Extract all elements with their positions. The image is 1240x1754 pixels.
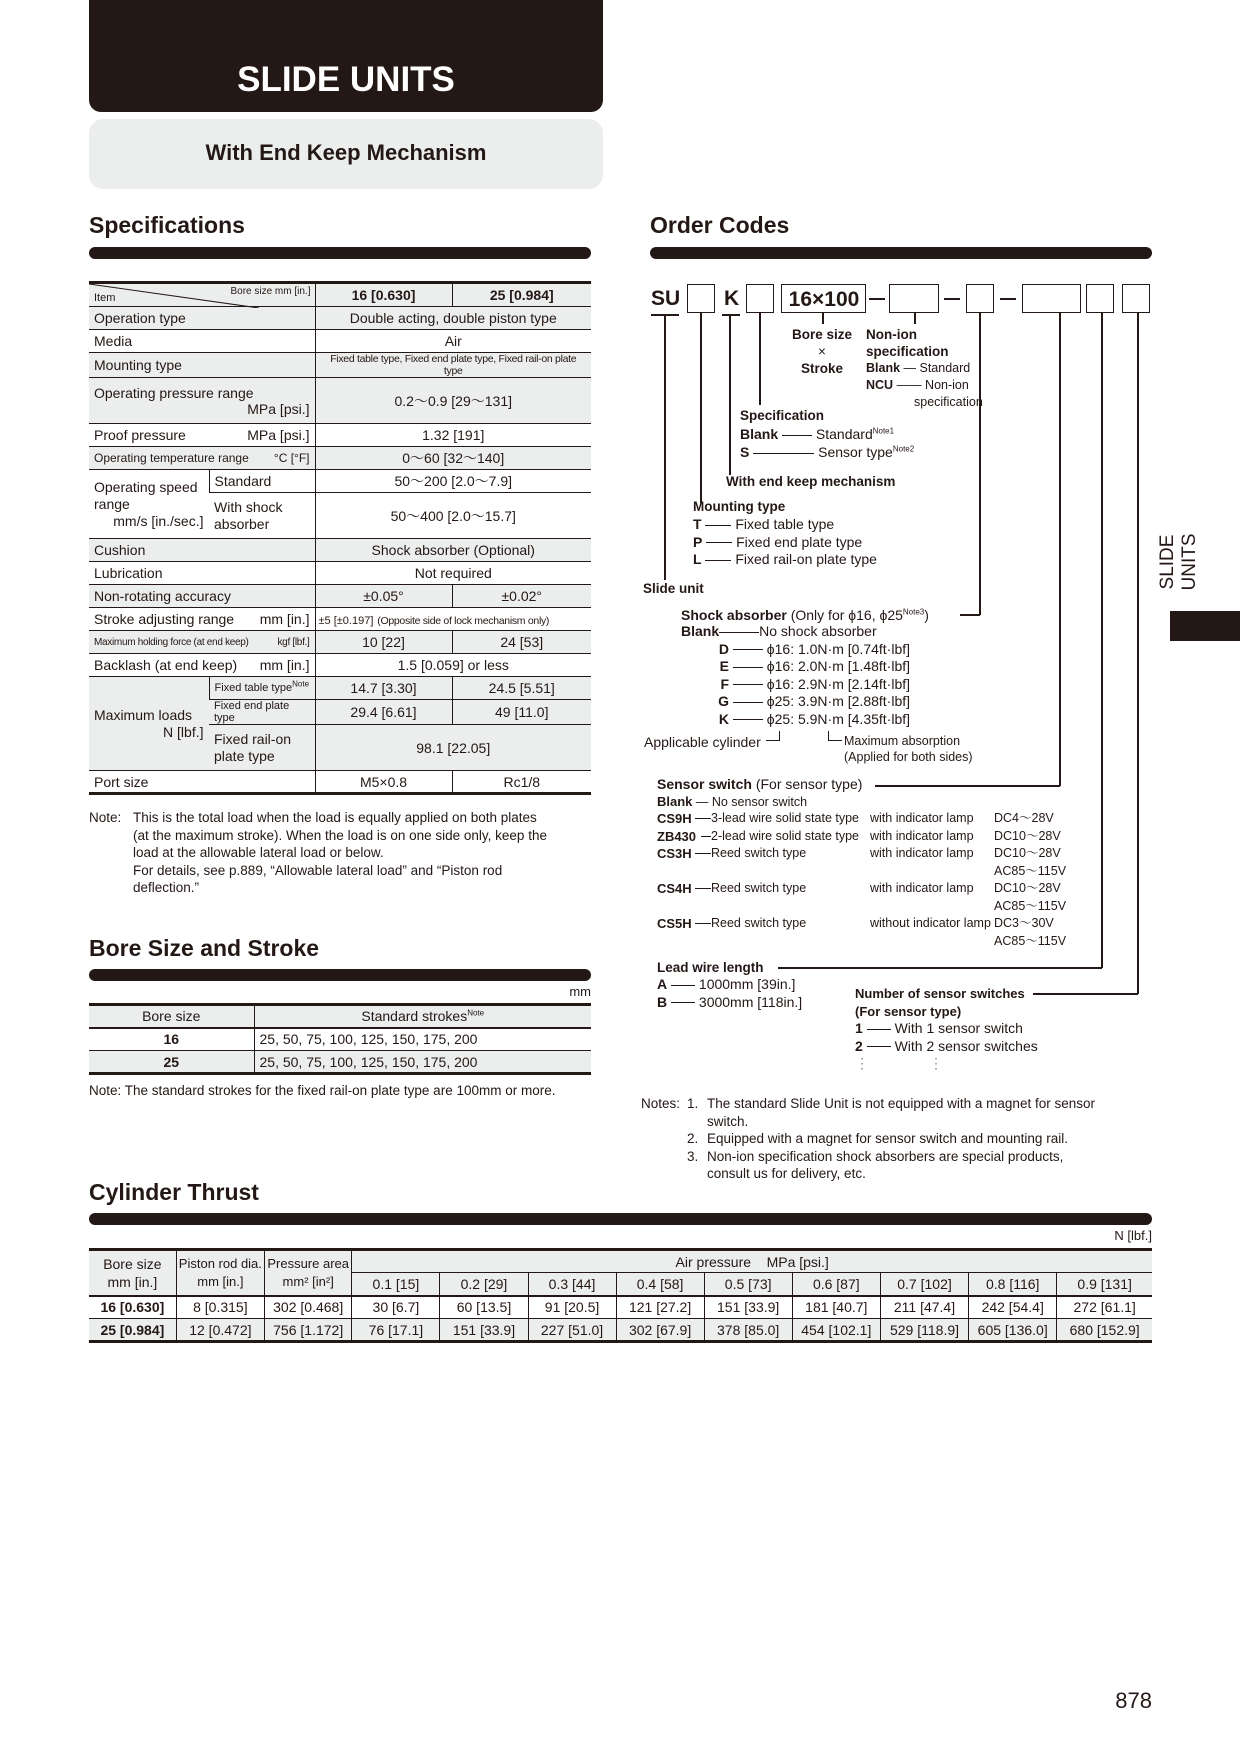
thrust-cell: 680 [152.9] — [1057, 1319, 1152, 1342]
code-size: 16×100 — [788, 288, 860, 311]
option-code: CS3H — [657, 846, 692, 861]
pressure-header-cell: 0.6 [87] — [792, 1273, 880, 1296]
table-row — [89, 1296, 1152, 1319]
cylinder-thrust-table — [89, 1248, 1152, 1343]
row-value-16: 10 [22] — [315, 631, 452, 654]
specification-options — [740, 425, 914, 461]
pressure-header-cell: 0.5 [73] — [704, 1273, 792, 1296]
sub-label: Standard — [209, 470, 315, 493]
label-text: With shock — [214, 498, 283, 515]
note-number: 1. — [687, 1096, 699, 1111]
shock-absorber-title — [681, 607, 929, 623]
underline — [722, 314, 740, 316]
table-header-row — [89, 1250, 1152, 1273]
pressure-header-cell: 0.2 [29] — [440, 1273, 528, 1296]
option-code: B — [657, 993, 668, 1010]
option-label: Sensor type — [818, 444, 893, 460]
title-text: Sensor switch — [657, 776, 752, 792]
dash — [1000, 298, 1016, 300]
label-text: plate type — [214, 747, 275, 764]
option-code: Blank — [657, 794, 693, 809]
option-code: F — [720, 675, 729, 692]
specifications-heading: Specifications — [89, 212, 245, 238]
row-label: Non-rotating accuracy — [89, 585, 315, 608]
option-label: ϕ25: 3.9N·m [2.88ft·lbf] — [766, 693, 911, 709]
option-code: P — [693, 533, 703, 550]
note-line: consult us for delivery, etc. — [707, 1166, 866, 1181]
option-code: ZB430 — [657, 828, 697, 844]
applicable-cylinder-label: Applicable cylinder — [644, 734, 761, 750]
dash — [869, 298, 885, 300]
leader-line — [729, 315, 731, 475]
option-voltage: DC10～28V — [994, 881, 1061, 895]
label-text: Stroke — [800, 361, 844, 376]
page-number: 878 — [1115, 1688, 1152, 1713]
pressure-header-cell: 0.4 [58] — [616, 1273, 704, 1296]
lead-wire-options — [657, 976, 802, 1011]
option-voltage: DC10～28V — [994, 846, 1061, 860]
option-voltage: DC4～28V — [994, 811, 1054, 825]
notes-label: Notes: — [641, 1096, 681, 1111]
option-code: CS9H — [657, 811, 692, 826]
row-value: 50～200 [2.0～7.9] — [315, 470, 591, 493]
note-line: The standard Slide Unit is not equipped with a magnet for sensor — [707, 1096, 1095, 1111]
page-subtitle: With End Keep Mechanism — [205, 140, 487, 165]
row-value: 1.5 [0.059] or less — [315, 654, 591, 677]
option-label: specification — [914, 395, 983, 409]
option-label: ϕ25: 5.9N·m [4.35ft·lbf] — [766, 710, 911, 727]
sensor-option — [657, 845, 1077, 880]
unit-label: mm — [569, 984, 591, 999]
option-label: Fixed end plate type — [736, 533, 863, 550]
thrust-cell: 272 [61.1] — [1057, 1296, 1152, 1319]
table-row — [89, 1319, 1152, 1342]
row-value-16: M5×0.8 — [315, 771, 452, 794]
note-number: 3. — [687, 1148, 699, 1164]
non-ion-options: Blank — Standard NCU —— Non-ion specification — [866, 361, 983, 409]
end-keep-label: With end keep mechanism — [726, 474, 896, 489]
sensor-switch-blank: Blank — No sensor switch — [657, 794, 808, 809]
note-item — [687, 1148, 1157, 1183]
sensor-option — [657, 915, 1077, 950]
row-value-16: 14.7 [3.30] — [315, 677, 452, 700]
title-note: (Only for ϕ16, ϕ25 — [790, 607, 903, 623]
label-text: Operating temperature range — [94, 451, 249, 465]
bore-stroke-heading: Bore Size and Stroke — [89, 935, 320, 961]
note-line: (at the maximum stroke). When the load is on one side only, keep the — [133, 827, 547, 843]
row-value: Double acting, double piston type — [315, 307, 591, 330]
leader-line — [822, 313, 824, 324]
shock-absorber-options — [681, 623, 910, 728]
unit-text: mm [in.] — [259, 657, 310, 673]
option-label: ϕ16: 2.0N·m [1.48ft·lbf] — [766, 658, 911, 674]
section-bar — [89, 1213, 1152, 1225]
leader-line — [700, 313, 702, 503]
unit-text: MPa [psi.] — [247, 427, 310, 443]
bore-cell: 16 [0.630] — [89, 1296, 176, 1319]
order-codes-notes — [687, 1095, 1157, 1183]
row-value-25: 24.5 [5.51] — [452, 677, 591, 700]
leader-line — [759, 313, 761, 405]
note-sup: Note — [292, 679, 310, 689]
thrust-cell: 121 [27.2] — [616, 1296, 704, 1319]
row-value: 98.1 [22.05] — [315, 725, 591, 771]
thrust-cell: 529 [118.9] — [880, 1319, 968, 1342]
row-value: Shock absorber (Optional) — [315, 539, 591, 562]
note-sup: Note2 — [892, 444, 915, 454]
leader-line — [960, 614, 980, 616]
row-value-25: ±0.02° — [452, 585, 591, 608]
bore-stroke-label — [784, 326, 860, 377]
bracket-line — [766, 731, 780, 741]
area-cell: 302 [0.468] — [264, 1296, 351, 1319]
value-note: (Opposite side of lock mechanism only) — [377, 615, 550, 627]
unit-text: mm [in.] — [259, 611, 310, 627]
option-code: Blank — [740, 426, 779, 442]
code-box-specification — [746, 284, 774, 313]
option-voltage: DC3～30V — [994, 916, 1054, 930]
pressure-header-cell: 0.7 [102] — [880, 1273, 968, 1296]
option-lamp: without indicator lamp — [870, 916, 991, 930]
label-text: Operating pressure range — [94, 384, 254, 401]
label-text: Fixed rail-on — [214, 730, 292, 747]
note-line: Non-ion specification shock absorbers are special products, — [707, 1148, 1064, 1164]
option-code: L — [693, 551, 702, 567]
option-voltage: AC85～115V — [994, 933, 1067, 948]
code-box-shock — [966, 284, 994, 313]
option-voltage: AC85～115V — [994, 898, 1067, 913]
option-code: Blank — [681, 623, 720, 639]
row-value: Air — [315, 330, 591, 353]
row-label: Operation type — [89, 307, 315, 330]
note-sup: Note1 — [872, 426, 895, 436]
rod-header — [176, 1250, 264, 1296]
option-code: S — [740, 444, 750, 460]
code-box-lead — [1086, 284, 1114, 313]
option-label: 3000mm [118in.] — [698, 993, 803, 1010]
header-text: mm² [in²] — [282, 1273, 334, 1289]
label-text: Maximum absorption — [844, 734, 961, 748]
strokes-cell: 25, 50, 75, 100, 125, 150, 175, 200 — [254, 1028, 591, 1051]
mounting-title: Mounting type — [693, 499, 786, 514]
option-label: ϕ16: 2.9N·m [2.14ft·lbf] — [766, 675, 911, 692]
code-box-sensor — [1022, 284, 1081, 313]
col-16-header: 16 [0.630] — [315, 283, 452, 307]
leader-line — [875, 785, 1060, 787]
thrust-cell: 227 [51.0] — [528, 1319, 616, 1342]
label-text: Bore size — [791, 327, 853, 342]
option-code: CS4H — [657, 881, 692, 896]
shock-option — [681, 693, 910, 711]
header-text: Bore size — [103, 1255, 162, 1272]
row-value-25: 49 [11.0] — [452, 700, 591, 725]
option-code: 2 — [855, 1037, 863, 1054]
ellipsis: ⋮ — [855, 1055, 869, 1071]
type-text: Reed switch type — [711, 916, 807, 930]
option-label: No sensor switch — [711, 795, 808, 809]
thrust-cell: 378 [85.0] — [704, 1319, 792, 1342]
row-label: Lubrication — [89, 562, 315, 585]
option-code: 1 — [855, 1020, 863, 1036]
option-code: D — [718, 640, 729, 657]
bore-cell: 25 [0.984] — [89, 1319, 176, 1342]
header-text: Piston rod dia. — [178, 1255, 262, 1271]
sensor-option — [657, 880, 1077, 915]
thrust-cell: 76 [17.1] — [352, 1319, 440, 1342]
label-text: Backlash (at end keep) — [94, 657, 238, 673]
num-sensors-options — [855, 1020, 1038, 1073]
label-text: Stroke adjusting range — [94, 611, 235, 627]
option-label: Fixed table type — [735, 516, 835, 532]
option-lamp: with indicator lamp — [870, 881, 974, 895]
times-sign: × — [818, 344, 826, 359]
bore-size-label: Bore size mm [in.] — [230, 286, 311, 297]
option-label: Fixed rail-on plate type — [735, 551, 877, 567]
side-tab-label: SLIDE UNITS — [1157, 533, 1200, 591]
bracket-line — [828, 731, 842, 741]
label-text: Non-ion — [866, 327, 917, 342]
row-value: 0～60 [32～140] — [315, 447, 591, 470]
row-value-16: ±0.05° — [315, 585, 452, 608]
thrust-cell: 302 [67.9] — [616, 1319, 704, 1342]
non-ion-title — [866, 326, 949, 360]
note-line: deflection.” — [133, 880, 200, 895]
page-title: SLIDE UNITS — [237, 60, 455, 99]
row-value: Not required — [315, 562, 591, 585]
note-line: For details, see p.889, “Allowable lateral load” and “Piston rod — [133, 862, 503, 878]
bore-header — [89, 1250, 176, 1296]
unit-text: MPa [psi.] — [247, 400, 310, 417]
option-label: 1000mm [39in.] — [698, 976, 796, 992]
note-line: switch. — [707, 1113, 749, 1129]
cylinder-thrust-heading: Cylinder Thrust — [89, 1179, 259, 1205]
option-label: Non-ion — [925, 378, 969, 392]
leader-line — [1059, 313, 1061, 786]
thrust-cell: 211 [47.4] — [880, 1296, 968, 1319]
code-box-num-sensors — [1122, 284, 1150, 313]
title-text: Shock absorber — [681, 607, 787, 623]
thrust-cell: 151 [33.9] — [440, 1319, 528, 1342]
option-type — [695, 810, 859, 828]
code-su: SU — [651, 287, 681, 310]
label-text: Maximum loads — [94, 706, 193, 723]
num-sensors-subtitle: (For sensor type) — [855, 1004, 962, 1019]
label-text: Fixed table type — [214, 682, 293, 694]
option-type — [701, 828, 859, 846]
type-text: 3-lead wire solid state type — [711, 811, 859, 825]
note-item — [687, 1130, 1157, 1148]
shock-option — [681, 658, 910, 676]
title-note: (For sensor type) — [755, 776, 863, 792]
dash — [944, 298, 960, 300]
option-label: With 2 sensor switches — [894, 1037, 1038, 1054]
label-text: absorber — [214, 515, 270, 532]
row-label: Mounting type — [89, 353, 315, 378]
thrust-cell: 454 [102.1] — [792, 1319, 880, 1342]
code-box-mounting — [687, 284, 715, 313]
strokes-cell: 25, 50, 75, 100, 125, 150, 175, 200 — [254, 1051, 591, 1074]
option-label: No shock absorber — [759, 623, 877, 639]
sensor-switch-title — [657, 776, 862, 792]
header-text: mm [in.] — [197, 1273, 244, 1289]
specification-title: Specification — [740, 408, 825, 423]
pressure-header-cell: 0.3 [44] — [528, 1273, 616, 1296]
unit-text: N [lbf.] — [163, 723, 204, 740]
unit-text: mm/s [in./sec.] — [113, 512, 204, 529]
label-text: Operating speed — [94, 478, 198, 495]
sensor-option — [657, 810, 1077, 828]
bore-cell: 25 — [89, 1051, 254, 1074]
thrust-cell: 60 [13.5] — [440, 1296, 528, 1319]
option-code: K — [718, 710, 729, 727]
leader-line — [1033, 993, 1138, 995]
leader-line — [778, 967, 1102, 969]
label-text: specification — [866, 344, 949, 359]
option-type — [695, 915, 806, 933]
note-line: This is the total load when the load is equally applied on both plates — [133, 810, 537, 825]
rod-cell: 12 [0.472] — [176, 1319, 264, 1342]
option-label: Standard — [919, 361, 971, 375]
option-code: G — [718, 693, 729, 709]
note-number: 2. — [687, 1131, 699, 1146]
row-value: 0.2～0.9 [29～131] — [315, 378, 591, 424]
thrust-cell: 181 [40.7] — [792, 1296, 880, 1319]
row-value-16: 29.4 [6.61] — [315, 700, 452, 725]
col-25-header: 25 [0.984] — [452, 283, 591, 307]
option-voltage: DC10～28V — [994, 828, 1061, 843]
value-text: ±5 [±0.197] — [318, 615, 374, 627]
maximum-absorption-label — [844, 733, 973, 765]
sensor-switch-options — [657, 810, 1077, 950]
shock-option — [681, 641, 910, 659]
option-type — [695, 880, 806, 898]
option-code: NCU — [866, 378, 894, 392]
unit-label: N [lbf.] — [1114, 1228, 1152, 1243]
type-text: Reed switch type — [711, 846, 807, 860]
note-sup: Note3 — [902, 607, 925, 617]
option-label: ϕ16: 1.0N·m [0.74ft·lbf] — [766, 640, 911, 657]
row-value: 1.32 [191] — [315, 424, 591, 447]
pressure-header-cell: 0.9 [131] — [1057, 1273, 1152, 1296]
unit-text: °C [°F] — [273, 451, 310, 465]
thrust-cell: 91 [20.5] — [528, 1296, 616, 1319]
row-label: Port size — [89, 771, 315, 794]
option-type — [695, 845, 806, 863]
note-sup: Note — [467, 1008, 485, 1018]
leader-line — [914, 313, 916, 324]
label-text: Proof pressure — [94, 427, 186, 443]
shock-option — [681, 676, 910, 694]
option-code: E — [719, 658, 729, 674]
leader-line — [1137, 313, 1139, 994]
option-code: Blank — [866, 361, 901, 375]
option-lamp: with indicator lamp — [870, 828, 974, 843]
ellipsis: ⋮ — [929, 1055, 943, 1071]
pressure-header-cell: 0.8 [116] — [969, 1273, 1057, 1296]
option-lamp: with indicator lamp — [870, 846, 974, 860]
item-label: Item — [94, 292, 116, 304]
bore-cell: 16 — [89, 1028, 254, 1051]
note-label: Note: — [89, 810, 122, 825]
option-code: CS5H — [657, 916, 692, 931]
thrust-cell: 151 [33.9] — [704, 1296, 792, 1319]
air-pressure-header: Air pressure MPa [psi.] — [352, 1250, 1152, 1273]
leader-line — [664, 315, 666, 580]
area-cell: 756 [1.172] — [264, 1319, 351, 1342]
row-label: Media — [89, 330, 315, 353]
sensor-option — [657, 828, 1077, 846]
shock-option — [681, 711, 910, 729]
label-text: range — [94, 495, 130, 512]
num-sensors-title: Number of sensor switches — [855, 986, 1025, 1001]
type-text: 2-lead wire solid state type — [711, 828, 859, 843]
row-value: 50～400 [2.0～15.7] — [315, 493, 591, 539]
code-k: K — [724, 287, 740, 310]
label-text: (Applied for both sides) — [844, 750, 973, 764]
note-line: load at the allowable lateral load or below. — [133, 845, 384, 860]
slide-unit-label: Slide unit — [643, 581, 704, 596]
option-lamp: with indicator lamp — [870, 811, 974, 825]
pressure-header-cell: 0.1 [15] — [352, 1273, 440, 1296]
option-code: T — [693, 516, 702, 532]
option-voltage: AC85～115V — [994, 863, 1067, 878]
option-label: With 1 sensor switch — [894, 1020, 1023, 1036]
unit-text: kgf [lbf.] — [277, 636, 310, 648]
bore-stroke-note: Note: The standard strokes for the fixed rail-on plate type are 100mm or more. — [89, 1083, 556, 1098]
mounting-options — [693, 516, 877, 569]
type-text: Reed switch type — [711, 881, 807, 895]
note-line: Equipped with a magnet for sensor switch and mounting rail. — [707, 1131, 1068, 1146]
header-text: Standard strokes — [361, 1008, 468, 1025]
lead-wire-title: Lead wire length — [657, 960, 764, 975]
label-text: Maximum holding force (at end keep) — [94, 636, 249, 648]
option-label: Standard — [815, 426, 873, 442]
rod-cell: 8 [0.315] — [176, 1296, 264, 1319]
code-box-non-ion — [889, 284, 939, 313]
leader-line — [1101, 313, 1103, 968]
row-value-25: Rc1/8 — [452, 771, 591, 794]
sub-label: Fixed end plate type — [209, 700, 315, 725]
header-text: mm [in.] — [107, 1273, 158, 1290]
leader-line — [979, 313, 981, 615]
thrust-cell: 242 [54.4] — [969, 1296, 1057, 1319]
row-label: Cushion — [89, 539, 315, 562]
header-text: Pressure area — [267, 1255, 349, 1271]
area-header — [264, 1250, 351, 1296]
row-value: Fixed table type, Fixed end plate type, Fixed rail-on plate type — [315, 353, 591, 378]
note-item — [687, 1095, 1157, 1130]
thrust-cell: 605 [136.0] — [969, 1319, 1057, 1342]
thrust-cell: 30 [6.7] — [352, 1296, 440, 1319]
title-note: ) — [924, 607, 929, 623]
row-value-25: 24 [53] — [452, 631, 591, 654]
order-codes-heading: Order Codes — [650, 212, 790, 238]
bore-header: Bore size — [89, 1005, 254, 1028]
option-code: A — [657, 976, 668, 992]
